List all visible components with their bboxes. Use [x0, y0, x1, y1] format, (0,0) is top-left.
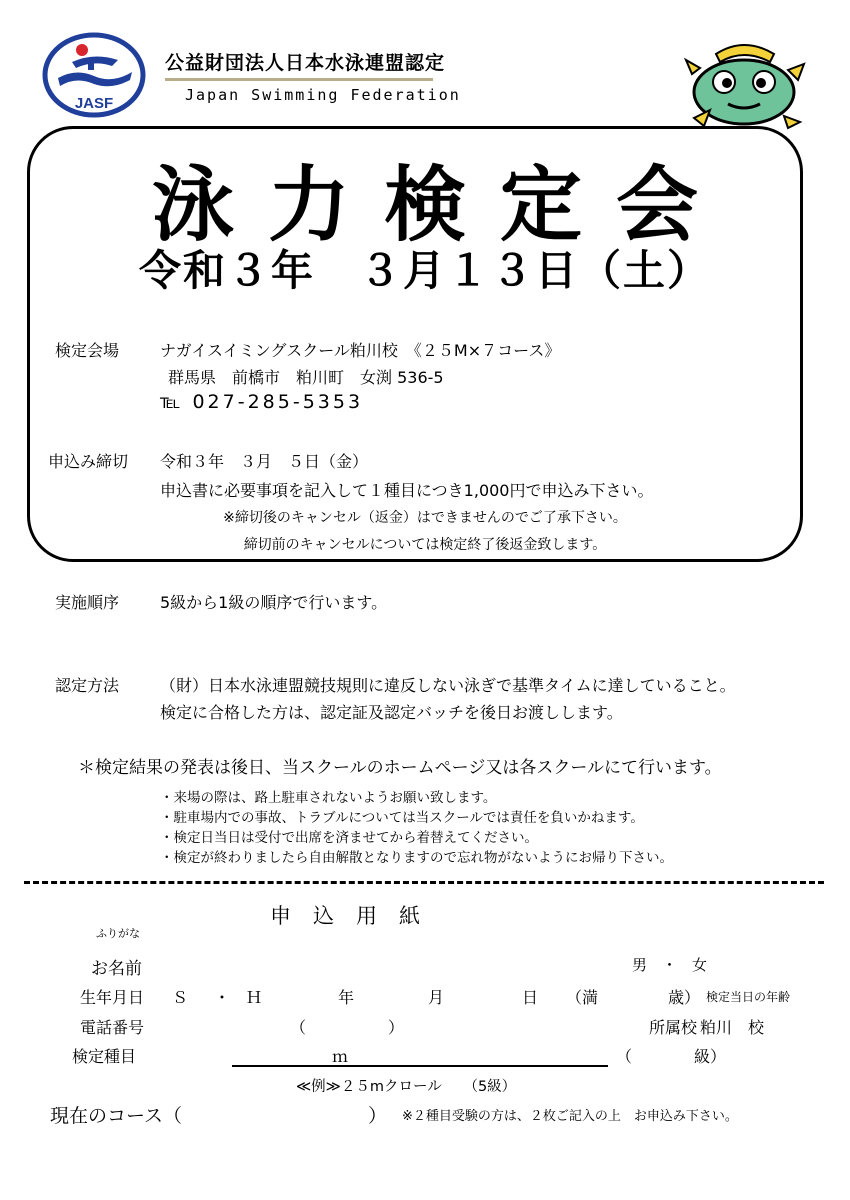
month-field[interactable]: 月: [428, 988, 445, 1007]
refund-note: 締切前のキャンセルについては検定終了後返金致します。: [243, 537, 607, 553]
two-events-note: ※２種目受験の方は、２枚ご記入の上 お申込み下さい。: [402, 1109, 738, 1124]
rules-list: [160, 788, 673, 868]
rule-item: ・駐車場内での事故、トラブルについては当スクールでは責任を負いかねます。: [160, 810, 644, 826]
venue-name: ナガイスイミングスクール粕川校 《２５M×７コース》: [160, 341, 561, 360]
org-name-en: Japan Swimming Federation: [185, 86, 461, 104]
school-label: 所属校: [649, 1018, 698, 1037]
deadline-label: 申込み締切: [48, 452, 129, 471]
method-text-2: 検定に合格した方は、認定証及認定バッチを後日お渡しします。: [160, 703, 623, 722]
age-note: 検定当日の年齢: [706, 990, 791, 1004]
kappa-mascot-icon: [680, 38, 808, 130]
org-underline: [165, 78, 433, 81]
era-showa-option[interactable]: Ｓ: [172, 988, 189, 1007]
logo-text: JASF: [74, 95, 114, 112]
rule-item: ・来場の際は、路上駐車されないようお願い致します。: [160, 790, 497, 806]
cut-line-divider: [24, 881, 824, 884]
age-field-open[interactable]: （満: [566, 988, 599, 1007]
furigana-label: ふりがな: [96, 927, 140, 940]
event-type-field[interactable]: [232, 1065, 608, 1067]
phone-field-close: ）: [388, 1018, 405, 1037]
event-title: 泳力検定会: [151, 158, 732, 253]
year-field[interactable]: 年: [338, 988, 355, 1007]
method-label: 認定方法: [55, 676, 120, 695]
phone-field-open[interactable]: （: [290, 1018, 307, 1037]
school-name: 粕川 校: [700, 1018, 765, 1037]
example-entry: ≪例≫２５mクロール （5級）: [296, 1079, 517, 1095]
event-type-label: 検定種目: [72, 1047, 137, 1066]
day-field[interactable]: 日: [522, 988, 539, 1007]
class-field-close: 級）: [694, 1047, 727, 1066]
gender-options[interactable]: 男 ・ 女: [632, 956, 708, 974]
org-name-jp: 公益財団法人日本水泳連盟認定: [165, 52, 446, 74]
age-field-close: 歳）: [668, 988, 701, 1007]
venue-phone: ℡ 027-285-5353: [160, 391, 364, 413]
deadline-fee-text: 申込書に必要事項を記入して１種目につき1,000円で申込み下さい。: [160, 481, 654, 500]
order-label: 実施順序: [55, 593, 120, 612]
rule-item: ・検定日当日は受付で出席を済ませてから着替えてください。: [160, 830, 538, 846]
results-note: ＊検定結果の発表は後日、当スクールのホームページ又は各スクールにて行います。: [78, 758, 722, 778]
event-distance-unit: ｍ: [332, 1047, 349, 1066]
dob-label: 生年月日: [80, 988, 145, 1007]
event-date: 令和３年 ３月１３日（土）: [138, 246, 711, 295]
order-text: 5級から1級の順序で行います。: [160, 593, 388, 612]
rule-item: ・検定が終わりましたら自由解散となりますので忘れ物がないようにお帰り下さい。: [160, 850, 673, 866]
era-separator: ・: [214, 988, 231, 1007]
venue-address: 群馬県 前橋市 粕川町 女渕 536-5: [168, 368, 444, 387]
current-course-field[interactable]: 現在のコース（: [50, 1105, 183, 1127]
current-course-close: ）: [368, 1105, 388, 1127]
method-text-1: （財）日本水泳連盟競技規則に違反しない泳ぎで基準タイムに達していること。: [160, 676, 736, 695]
cancel-note: ※締切後のキャンセル（返金）はできませんのでご了承下さい。: [223, 510, 627, 526]
class-field-open[interactable]: （: [616, 1047, 633, 1066]
phone-label: 電話番号: [80, 1018, 145, 1037]
era-heisei-option[interactable]: Ｈ: [246, 988, 263, 1007]
jasf-logo: [42, 32, 146, 118]
deadline-date: 令和３年 ３月 ５日（金）: [160, 452, 369, 471]
form-title: 申込用紙: [270, 904, 442, 928]
venue-label: 検定会場: [55, 341, 120, 360]
name-label: お名前: [91, 959, 142, 979]
